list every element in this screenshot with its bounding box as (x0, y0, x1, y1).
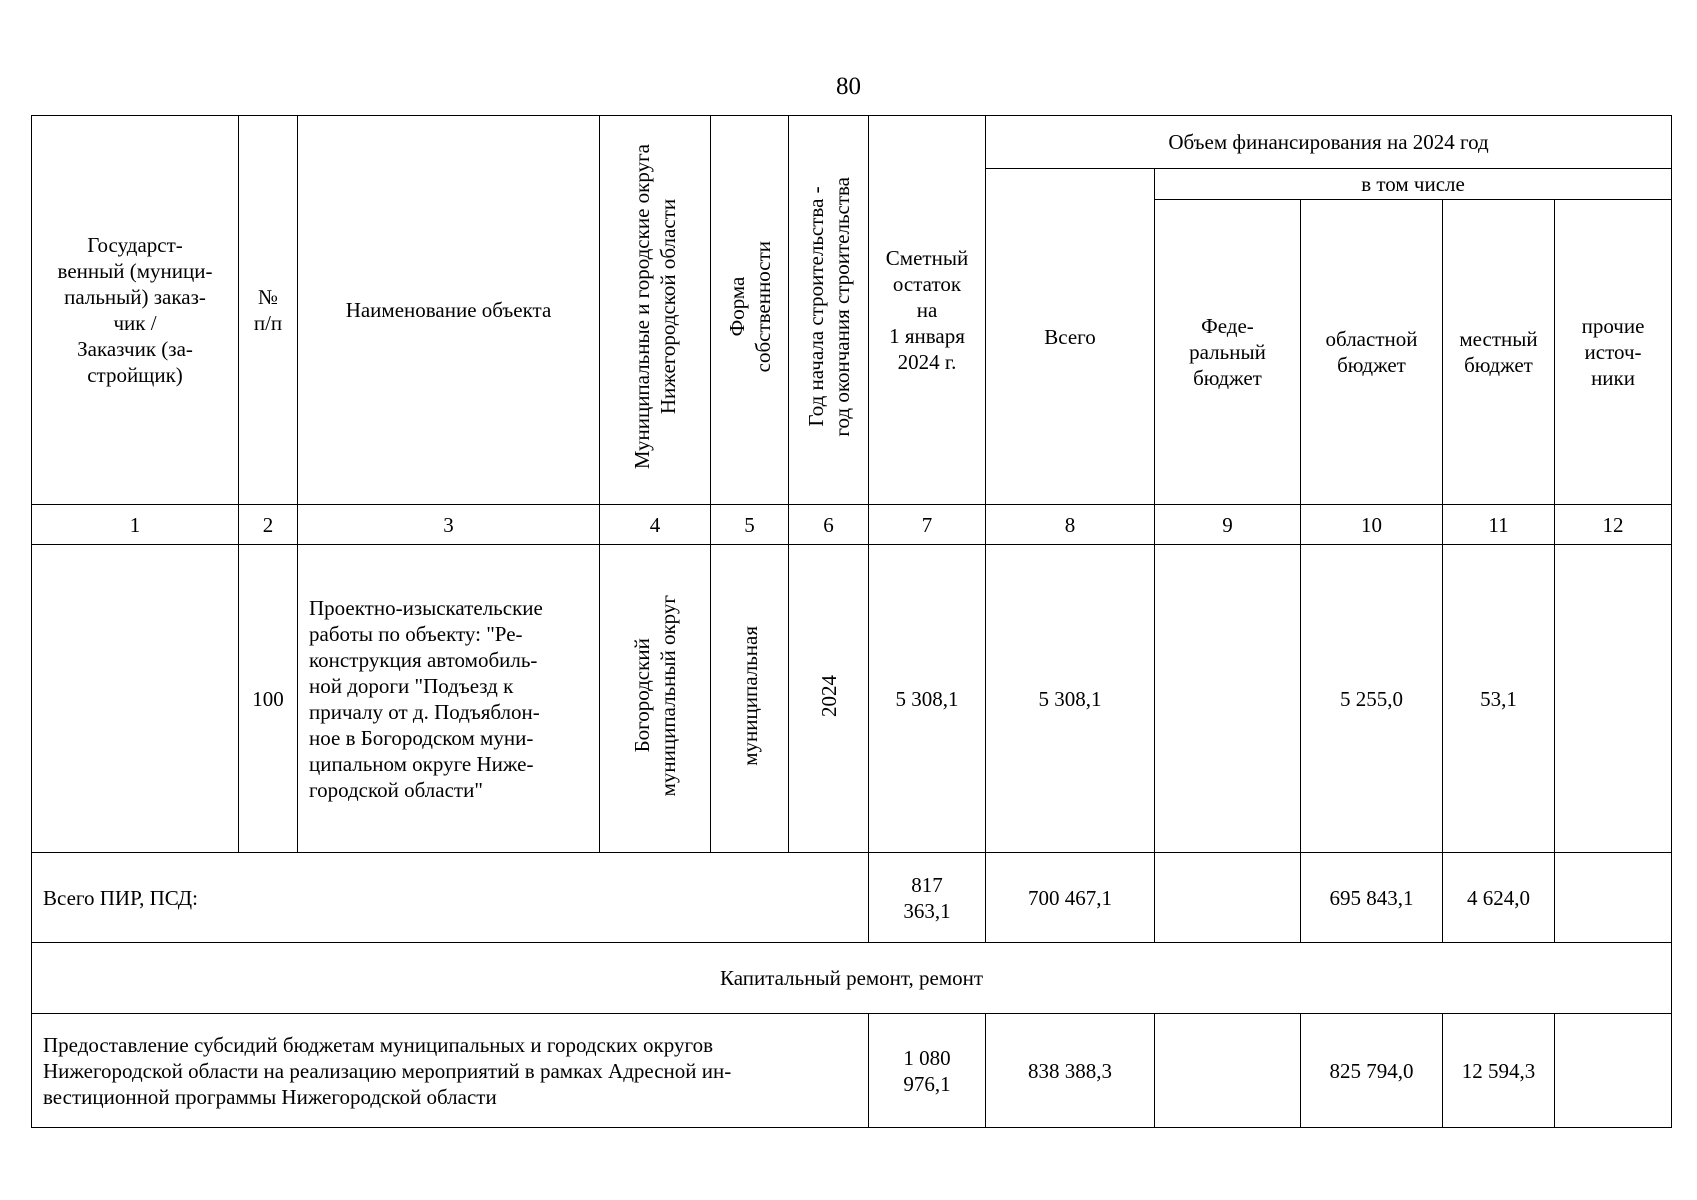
total-pir-other (1555, 853, 1672, 943)
header-ownership-text: Форма собственности (724, 241, 775, 373)
object-name-line: конструкция автомобиль- (309, 647, 538, 672)
header-districts (600, 116, 711, 505)
row-regional: 5 255,0 (1301, 545, 1443, 853)
subsidy-federal (1155, 1014, 1301, 1128)
column-number: 2 (239, 505, 298, 545)
column-number: 4 (600, 505, 711, 545)
subsidy-total: 838 388,3 (986, 1014, 1155, 1128)
header-customer: Государст- венный (муници- пальный) заказ- чик / Заказчик (за- стройщик) (32, 116, 239, 505)
header-local: местный бюджет (1443, 200, 1555, 505)
object-name-line: ное в Богородском муни- (309, 725, 534, 750)
subsidy-local: 12 594,3 (1443, 1014, 1555, 1128)
header-ownership (711, 116, 789, 505)
column-number: 5 (711, 505, 789, 545)
subsidy-label-line: Предоставление субсидий бюджетам муниципальных и городских округов (43, 1032, 713, 1057)
row-number: 100 (239, 545, 298, 853)
total-pir-row (32, 853, 1672, 943)
row-ownership-text: муниципальная (737, 625, 762, 766)
object-name-line: работы по объекту: "Ре- (309, 621, 523, 646)
header-object-name: Наименование объекта (298, 116, 600, 505)
subsidy-estimate: 1 080 976,1 (869, 1014, 986, 1128)
subsidy-label-line: вестиционной программы Нижегородской области (43, 1084, 497, 1109)
header-regional: областной бюджет (1301, 200, 1443, 505)
row-other (1555, 545, 1672, 853)
header-other: прочие источ- ники (1555, 200, 1672, 505)
row-district-text: Богородский муниципальный округ (630, 594, 680, 797)
section-title: Капитальный ремонт, ремонт (32, 943, 1672, 1014)
total-pir-total: 700 467,1 (986, 853, 1155, 943)
subsidy-label-line: Нижегородской области на реализацию мероприятий в рамках Адресной ин- (43, 1058, 732, 1083)
row-customer (32, 545, 239, 853)
table-row-100 (32, 545, 1672, 853)
column-number: 9 (1155, 505, 1301, 545)
column-number: 11 (1443, 505, 1555, 545)
column-number: 7 (869, 505, 986, 545)
header-districts-text: Муниципальные и городские округа Нижегородской области (630, 144, 680, 470)
financing-table (31, 115, 1672, 1128)
total-pir-regional: 695 843,1 (1301, 853, 1443, 943)
header-years-text: Год начала строительства - год окончания строительства (803, 177, 854, 437)
total-pir-label: Всего ПИР, ПСД: (32, 853, 869, 943)
total-pir-estimate: 817 363,1 (869, 853, 986, 943)
row-years (789, 545, 869, 853)
object-name-line: ной дороги "Подъезд к (309, 673, 514, 698)
header-total: Всего (986, 169, 1155, 505)
object-name-line: Проектно-изыскательские (309, 595, 543, 620)
row-ownership (711, 545, 789, 853)
column-number: 1 (32, 505, 239, 545)
column-number: 12 (1555, 505, 1672, 545)
column-number: 6 (789, 505, 869, 545)
row-federal (1155, 545, 1301, 853)
object-name-line: городской области" (309, 777, 483, 802)
subsidy-regional: 825 794,0 (1301, 1014, 1443, 1128)
header-years (789, 116, 869, 505)
row-district (600, 545, 711, 853)
header-federal: Феде- ральный бюджет (1155, 200, 1301, 505)
page-number: 80 (836, 73, 861, 100)
row-local: 53,1 (1443, 545, 1555, 853)
row-object-name (298, 545, 600, 853)
row-years-text: 2024 (816, 674, 841, 717)
header-funding: Объем финансирования на 2024 год (986, 116, 1672, 169)
column-number: 3 (298, 505, 600, 545)
row-estimate: 5 308,1 (869, 545, 986, 853)
section-row (32, 943, 1672, 1014)
header-including: в том числе (1155, 169, 1672, 200)
object-name-line: причалу от д. Подъяблон- (309, 699, 540, 724)
header-estimate: Сметный остаток на 1 января 2024 г. (869, 116, 986, 505)
column-number: 8 (986, 505, 1155, 545)
subsidy-label (32, 1014, 869, 1128)
object-name-line: ципальном округе Ниже- (309, 751, 534, 776)
row-total: 5 308,1 (986, 545, 1155, 853)
subsidy-other (1555, 1014, 1672, 1128)
total-pir-local: 4 624,0 (1443, 853, 1555, 943)
column-number: 10 (1301, 505, 1443, 545)
subsidy-row (32, 1014, 1672, 1128)
header-number: № п/п (239, 116, 298, 505)
total-pir-federal (1155, 853, 1301, 943)
column-numbers-row (32, 505, 1672, 545)
